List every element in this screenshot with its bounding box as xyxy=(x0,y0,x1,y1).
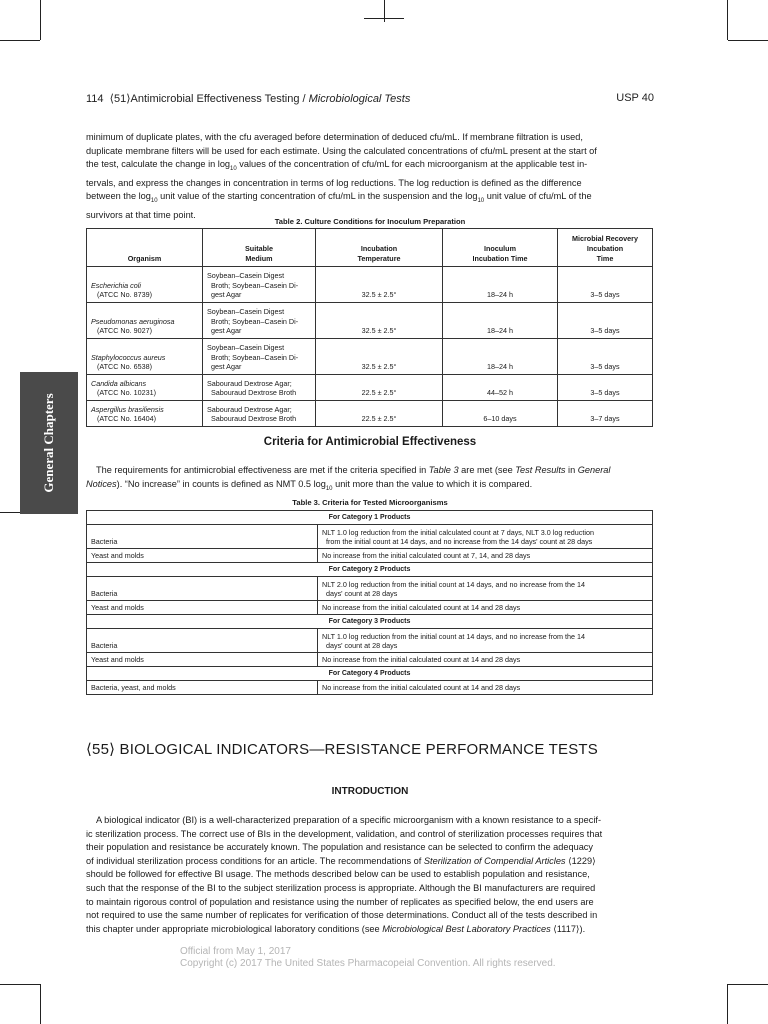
organism-cell xyxy=(87,339,203,375)
crop-mark xyxy=(728,984,768,985)
text-span: ⟨1117⟩). xyxy=(550,923,586,934)
text-span: unit value of the starting concentration of cfu/mL in the suspension and the log xyxy=(157,191,478,202)
atcc-number: (ATCC No. 16404) xyxy=(97,414,156,424)
page-number: 114 xyxy=(86,93,104,105)
recovery-cell: 3–5 days xyxy=(558,303,653,339)
text-line: A biological indicator (BI) is a well-characterized preparation of a specific microorganism with a known resistance to a specif- xyxy=(96,815,602,825)
text-line: their population and resistance be accurately known. The population and resistance can be selected to confirm the adequacy xyxy=(86,842,593,853)
medium-text: Soybean–Casein Digest xyxy=(207,271,285,281)
header-edition: USP 40 xyxy=(616,92,654,104)
criteria-text: NLT 1.0 log reduction from the initial calculated count at 7 days, NLT 3.0 log reduction xyxy=(322,527,594,537)
intro-paragraph xyxy=(86,131,654,222)
general-chapters-tab xyxy=(20,372,78,514)
crop-mark xyxy=(364,18,404,19)
organism-name: Candida albicans xyxy=(91,378,147,388)
table-reference: Table 3 xyxy=(428,465,459,475)
crop-mark xyxy=(728,40,768,41)
atcc-number: (ATCC No. 8739) xyxy=(97,290,152,300)
cross-reference: Notices xyxy=(86,478,117,489)
text-line xyxy=(86,478,654,496)
header-separator: / xyxy=(299,93,309,105)
text-line: minimum of duplicate plates, with the cfu averaged before determination of deduced cfu/mL. If membrane filtration is used, xyxy=(86,132,583,142)
header-inoculum xyxy=(443,229,558,267)
header-recovery xyxy=(558,229,653,267)
table2 xyxy=(86,228,653,427)
header-text: Incubation xyxy=(586,244,624,253)
medium-text: gest Agar xyxy=(211,290,242,300)
text-line: ic sterilization process. The correct use of BIs in the development, validation, and control of sterilization processes requires that xyxy=(86,828,603,839)
inoculum-cell: 6–10 days xyxy=(443,401,558,427)
category-row xyxy=(87,511,653,525)
recovery-cell: 3–7 days xyxy=(558,401,653,427)
table-row xyxy=(87,339,653,375)
inoculum-cell: 44–52 h xyxy=(443,375,558,401)
text-line: should be followed for effective BI usage. The methods described below can be used to establish population and resistance, xyxy=(86,869,590,880)
text-span: The requirements for antimicrobial effectiveness are met if the criteria specified in xyxy=(96,465,429,475)
cross-reference: General xyxy=(577,465,611,475)
organism-cell xyxy=(87,303,203,339)
text-span: in xyxy=(565,465,578,475)
category-4-heading: For Category 4 Products xyxy=(87,667,653,681)
category-row xyxy=(87,667,653,681)
header-text: Incubation Time xyxy=(472,254,528,263)
text-span: the test, calculate the change in log xyxy=(86,159,231,170)
temperature-cell: 22.5 ± 2.5° xyxy=(316,401,443,427)
criteria-text: days' count at 28 days xyxy=(326,589,398,599)
cross-reference: Test Results xyxy=(515,465,566,475)
text-span: of individual sterilization process conditions for an article. The recommendations of xyxy=(86,855,424,866)
text-line: survivors at that time point. xyxy=(86,209,196,220)
organism-cell: Bacteria xyxy=(87,525,318,549)
category-3-heading: For Category 3 Products xyxy=(87,615,653,629)
text-line xyxy=(86,464,654,478)
inoculum-cell: 18–24 h xyxy=(443,303,558,339)
criteria-cell xyxy=(318,629,653,653)
organism-cell xyxy=(87,401,203,427)
table2-caption: Table 2. Culture Conditions for Inoculum Preparation xyxy=(274,217,466,226)
introduction-heading: INTRODUCTION xyxy=(331,786,409,797)
table-header-row xyxy=(87,229,653,267)
crop-mark xyxy=(40,0,41,40)
text-line: duplicate membrane filters will be used for each estimate. Using the calculated concentrations of cfu/mL present at the start of xyxy=(86,145,597,156)
table-row xyxy=(87,401,653,427)
text-line xyxy=(86,923,654,937)
table-row xyxy=(87,653,653,667)
atcc-number: (ATCC No. 9027) xyxy=(97,326,152,336)
medium-text: Sabouraud Dextrose Agar; xyxy=(207,404,292,414)
organism-cell: Yeast and molds xyxy=(87,601,318,615)
organism-cell: Bacteria xyxy=(87,577,318,601)
criteria-cell: No increase from the initial calculated count at 7, 14, and 28 days xyxy=(318,549,653,563)
chapter-title: ⟨55⟩ BIOLOGICAL INDICATORS—RESISTANCE PERFORMANCE TESTS xyxy=(86,741,598,758)
medium-text: Soybean–Casein Digest xyxy=(207,307,285,317)
header-subsection: Microbiological Tests xyxy=(308,93,411,105)
criteria-text: days' count at 28 days xyxy=(326,641,398,651)
organism-cell: Yeast and molds xyxy=(87,549,318,563)
category-row xyxy=(87,615,653,629)
footer-line: Copyright (c) 2017 The United States Pharmacopeial Convention. All rights reserved. xyxy=(180,958,556,969)
medium-text: Sabouraud Dextrose Agar; xyxy=(207,378,292,388)
category-1-heading: For Category 1 Products xyxy=(87,511,653,525)
criteria-cell: No increase from the initial calculated count at 14 and 28 days xyxy=(318,653,653,667)
medium-cell xyxy=(203,339,316,375)
organism-name: Aspergillus brasiliensis xyxy=(91,404,164,414)
text-span: ). “No increase” in counts is defined as NMT 0.5 log xyxy=(116,478,326,489)
medium-text: Sabouraud Dextrose Broth xyxy=(211,414,297,424)
side-tab-label: General Chapters xyxy=(41,393,56,493)
footer-line: Official from May 1, 2017 xyxy=(180,946,291,957)
category-2-heading: For Category 2 Products xyxy=(87,563,653,577)
table-row xyxy=(87,525,653,549)
text-line xyxy=(86,855,654,869)
text-line: tervals, and express the changes in concentration in terms of log reductions. The log reduction is defined as the difference xyxy=(86,177,582,188)
table-row xyxy=(87,375,653,401)
text-line xyxy=(86,158,654,176)
text-span: between the log xyxy=(86,191,151,202)
header-section: ⟨51⟩Antimicrobial Effectiveness Testing xyxy=(109,93,300,105)
crop-mark xyxy=(727,0,728,40)
header-text: Medium xyxy=(245,254,273,263)
table-row xyxy=(87,577,653,601)
crop-mark xyxy=(0,984,40,985)
organism-cell xyxy=(87,267,203,303)
temperature-cell: 32.5 ± 2.5° xyxy=(316,303,443,339)
criteria-text: from the initial count at 14 days, and no increase from the 14 days' count at 28 days xyxy=(326,537,593,547)
crop-mark xyxy=(727,984,728,1024)
criteria-cell xyxy=(318,577,653,601)
header-text: Temperature xyxy=(357,254,401,263)
header-temperature xyxy=(316,229,443,267)
cross-reference: Sterilization of Compendial Articles xyxy=(423,855,566,866)
organism-cell: Bacteria, yeast, and molds xyxy=(87,681,318,695)
medium-text: Sabouraud Dextrose Broth xyxy=(211,388,297,398)
header-left xyxy=(86,92,410,105)
table-row xyxy=(87,629,653,653)
text-span: unit value of cfu/mL of the xyxy=(484,191,592,202)
temperature-cell: 22.5 ± 2.5° xyxy=(316,375,443,401)
criteria-text: NLT 1.0 log reduction from the initial count at 14 days, and no increase from the 14 xyxy=(322,631,586,641)
criteria-cell: No increase from the initial calculated count at 14 and 28 days xyxy=(318,601,653,615)
medium-cell xyxy=(203,267,316,303)
header-text: Microbial Recovery xyxy=(572,234,638,243)
text-line: such that the response of the BI to the subject sterilization process is appropriate. Although the BI manufacturers are required xyxy=(86,882,596,893)
table-row xyxy=(87,303,653,339)
header-text: Suitable xyxy=(245,244,273,253)
text-span: ⟨1229⟩ xyxy=(565,855,596,866)
table-row xyxy=(87,549,653,563)
medium-text: Broth; Soybean–Casein Di- xyxy=(211,316,299,326)
text-span: are met (see xyxy=(458,465,516,475)
text-span: values of the concentration of cfu/mL for each microorganism at the applicable test in- xyxy=(236,159,588,170)
header-text: Inoculum xyxy=(484,244,516,253)
crop-mark xyxy=(0,40,40,41)
official-watermark xyxy=(180,946,556,970)
organism-name: Staphylococcus aureus xyxy=(91,352,166,362)
criteria-text: NLT 2.0 log reduction from the initial count at 14 days, and no increase from the 14 xyxy=(322,579,586,589)
medium-text: gest Agar xyxy=(211,362,242,372)
subscript: 10 xyxy=(325,485,333,492)
organism-cell: Bacteria xyxy=(87,629,318,653)
criteria-paragraph xyxy=(86,464,654,496)
crop-mark xyxy=(0,512,22,513)
recovery-cell: 3–5 days xyxy=(558,375,653,401)
category-row xyxy=(87,563,653,577)
subscript: 10 xyxy=(477,198,485,205)
medium-cell xyxy=(203,303,316,339)
medium-cell xyxy=(203,401,316,427)
cross-reference: Microbiological Best Laboratory Practices xyxy=(382,923,551,934)
medium-text: Broth; Soybean–Casein Di- xyxy=(211,280,299,290)
table-row xyxy=(87,267,653,303)
organism-name: Pseudomonas aeruginosa xyxy=(91,316,175,326)
temperature-cell: 32.5 ± 2.5° xyxy=(316,267,443,303)
medium-text: gest Agar xyxy=(211,326,242,336)
header-organism: Organism xyxy=(87,229,203,267)
organism-cell xyxy=(87,375,203,401)
atcc-number: (ATCC No. 10231) xyxy=(97,388,156,398)
header-medium xyxy=(203,229,316,267)
table3 xyxy=(86,510,653,695)
organism-name: Escherichia coli xyxy=(91,280,141,290)
medium-text: Soybean–Casein Digest xyxy=(207,343,285,353)
header-text: Incubation xyxy=(360,244,398,253)
recovery-cell: 3–5 days xyxy=(558,339,653,375)
text-span: this chapter under appropriate microbiological laboratory conditions (see xyxy=(86,923,383,934)
criteria-cell xyxy=(318,525,653,549)
text-line: to maintain rigorous control of population and resistance using the number of replicates as specified below, the end users are xyxy=(86,896,594,907)
table3-caption: Table 3. Criteria for Tested Microorganisms xyxy=(292,498,448,507)
organism-cell: Yeast and molds xyxy=(87,653,318,667)
crop-mark xyxy=(40,984,41,1024)
text-span: unit more than the value to which it is compared. xyxy=(332,478,533,489)
subscript: 10 xyxy=(150,198,158,205)
medium-text: Broth; Soybean–Casein Di- xyxy=(211,352,299,362)
subscript: 10 xyxy=(230,166,237,173)
inoculum-cell: 18–24 h xyxy=(443,267,558,303)
atcc-number: (ATCC No. 6538) xyxy=(97,362,152,372)
introduction-paragraph xyxy=(86,814,654,936)
criteria-cell: No increase from the initial calculated count at 14 and 28 days xyxy=(318,681,653,695)
temperature-cell: 32.5 ± 2.5° xyxy=(316,339,443,375)
text-line xyxy=(86,190,654,208)
table-row xyxy=(87,601,653,615)
header-text: Time xyxy=(596,254,614,263)
inoculum-cell: 18–24 h xyxy=(443,339,558,375)
text-line: not required to use the same number of replicates for verification of those determinations. Conduct all of the tests described in xyxy=(86,910,598,921)
table-row xyxy=(87,681,653,695)
section-heading-criteria: Criteria for Antimicrobial Effectiveness xyxy=(263,436,477,448)
medium-cell xyxy=(203,375,316,401)
recovery-cell: 3–5 days xyxy=(558,267,653,303)
